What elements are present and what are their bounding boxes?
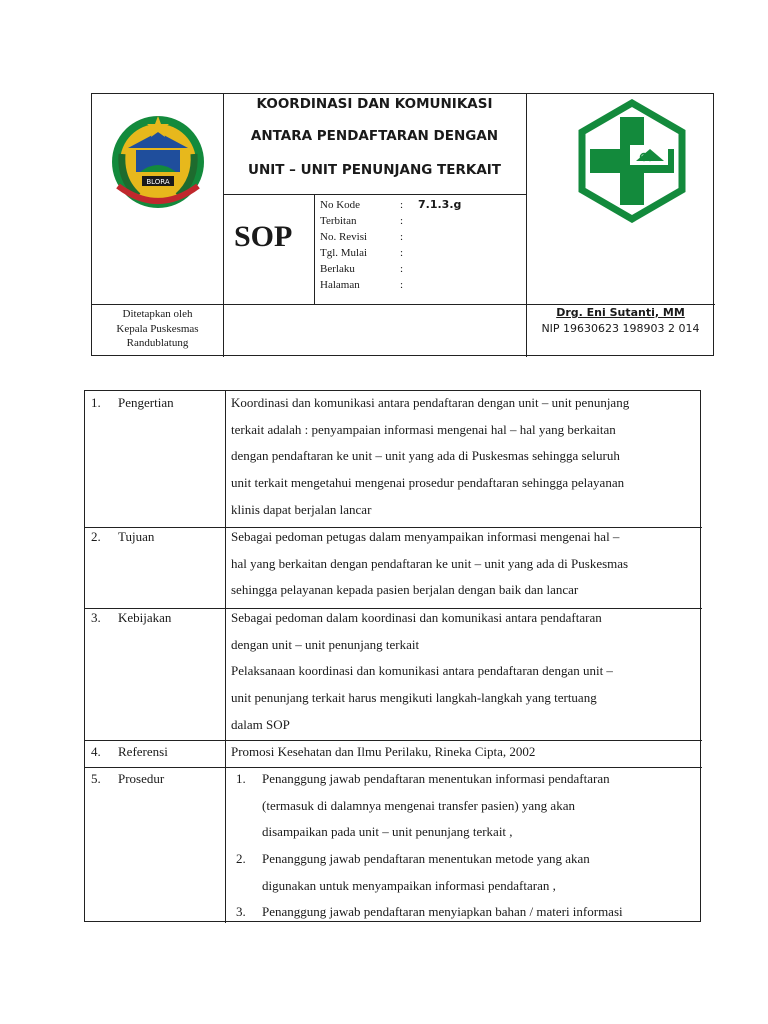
signer-block xyxy=(526,305,715,335)
step-number: 1. xyxy=(236,771,246,786)
text-line: Penanggung jawab pendaftaran menentukan informasi pendaftaran xyxy=(262,771,610,786)
text-line: terkait adalah : penyampaian informasi mengenai hal – hal yang berkaitan xyxy=(231,421,616,437)
row-number: 3. xyxy=(91,610,101,625)
text-line: dengan pendaftaran ke unit – unit yang ada di Puskesmas sehingga seluruh xyxy=(231,448,620,464)
established-line: Ditetapkan oleh xyxy=(122,308,193,320)
text-line: (termasuk di dalamnya mengenai transfer pasien) yang akan xyxy=(262,797,575,813)
row-number: 4. xyxy=(91,744,101,759)
meta-separator: : xyxy=(400,199,404,211)
meta-separator: : xyxy=(400,263,404,275)
text-line: sehingga pelayanan kepada pasien berjalan dengan baik dan lancar xyxy=(231,582,579,598)
text-line: Penanggung jawab pendaftaran menentukan metode yang akan xyxy=(262,851,590,866)
text-line: Pelaksanaan koordinasi dan komunikasi antara pendaftaran dengan unit – xyxy=(231,663,613,679)
step-number: 3. xyxy=(236,904,246,919)
row-text-pengertian xyxy=(231,390,695,524)
row-label: Referensi xyxy=(118,744,168,759)
puskesmas-logo xyxy=(570,99,694,223)
row-label: Pengertian xyxy=(118,395,174,410)
row-number: 5. xyxy=(91,771,101,786)
text-line: Koordinasi dan komunikasi antara pendaftaran dengan unit – unit penunjang xyxy=(231,395,630,410)
row-text-referensi xyxy=(231,739,695,766)
signer-name: Drg. Eni Sutanti, MM xyxy=(556,306,685,319)
header-divider xyxy=(223,194,526,195)
text-line: dalam SOP xyxy=(231,716,290,732)
meta-label: Tgl. Mulai xyxy=(320,247,368,259)
blora-logo xyxy=(108,110,208,212)
meta-label: Terbitan xyxy=(320,215,357,227)
meta-value: 7.1.3.g xyxy=(418,198,462,211)
text-line: Sebagai pedoman petugas dalam menyampaikan informasi mengenai hal – xyxy=(231,529,620,544)
blora-emblem-icon xyxy=(108,110,208,212)
procedure-step xyxy=(236,766,696,846)
header-divider xyxy=(314,194,315,304)
text-line: unit penunjang terkait harus mengikuti langkah-langkah yang tertuang xyxy=(231,690,597,706)
text-line: unit terkait mengetahui mengenai prosedur pendaftaran sehingga pelayanan xyxy=(231,475,625,491)
title-line: KOORDINASI DAN KOMUNIKASI xyxy=(256,96,493,112)
text-line: dengan unit – unit penunjang terkait xyxy=(231,636,420,652)
established-line: Kepala Puskesmas xyxy=(116,322,199,335)
meta-separator: : xyxy=(400,231,404,243)
text-line: disampaikan pada unit – unit penunjang terkait , xyxy=(262,824,513,840)
title-line: UNIT – UNIT PENUNJANG TERKAIT xyxy=(247,162,502,178)
row-label: Prosedur xyxy=(118,771,165,786)
text-line: Sebagai pedoman dalam koordinasi dan komunikasi antara pendaftaran xyxy=(231,610,602,625)
meta-label: No. Revisi xyxy=(320,231,368,243)
procedure-step xyxy=(236,899,696,926)
title-line: ANTARA PENDAFTARAN DENGAN xyxy=(250,128,499,144)
text-line: klinis dapat berjalan lancar xyxy=(231,501,372,517)
text-line: Promosi Kesehatan dan Ilmu Perilaku, Rineka Cipta, 2002 xyxy=(231,744,536,759)
meta-label: No Kode xyxy=(320,199,361,211)
established-line: Randublatung xyxy=(126,337,189,349)
row-number: 2. xyxy=(91,529,101,544)
meta-label: Halaman xyxy=(320,279,360,291)
row-label: Tujuan xyxy=(118,529,155,544)
row-label: Kebijakan xyxy=(118,610,172,625)
document-title xyxy=(223,94,526,194)
meta-separator: : xyxy=(400,279,404,291)
step-number: 2. xyxy=(236,851,246,866)
text-line: Penanggung jawab pendaftaran menyiapkan bahan / materi informasi xyxy=(262,904,623,919)
sop-header-table xyxy=(91,93,714,356)
row-text-kebijakan xyxy=(231,605,695,739)
row-number: 1. xyxy=(91,395,101,410)
sop-label: SOP xyxy=(234,220,293,253)
sop-content-table xyxy=(84,390,701,922)
meta-label: Berlaku xyxy=(320,263,355,275)
established-by xyxy=(92,307,223,351)
signer-nip: NIP 19630623 198903 2 014 xyxy=(541,322,700,335)
svg-text:BLORA: BLORA xyxy=(146,178,170,186)
meta-separator: : xyxy=(400,215,404,227)
row-text-tujuan xyxy=(231,524,695,604)
procedure-step xyxy=(236,846,696,899)
content-divider xyxy=(225,391,226,923)
meta-separator: : xyxy=(400,247,404,259)
text-line: digunakan untuk menyampaikan informasi pendaftaran , xyxy=(262,877,556,893)
puskesmas-cross-icon xyxy=(570,99,694,223)
text-line: hal yang berkaitan dengan pendaftaran ke unit – unit yang ada di Puskesmas xyxy=(231,555,629,571)
